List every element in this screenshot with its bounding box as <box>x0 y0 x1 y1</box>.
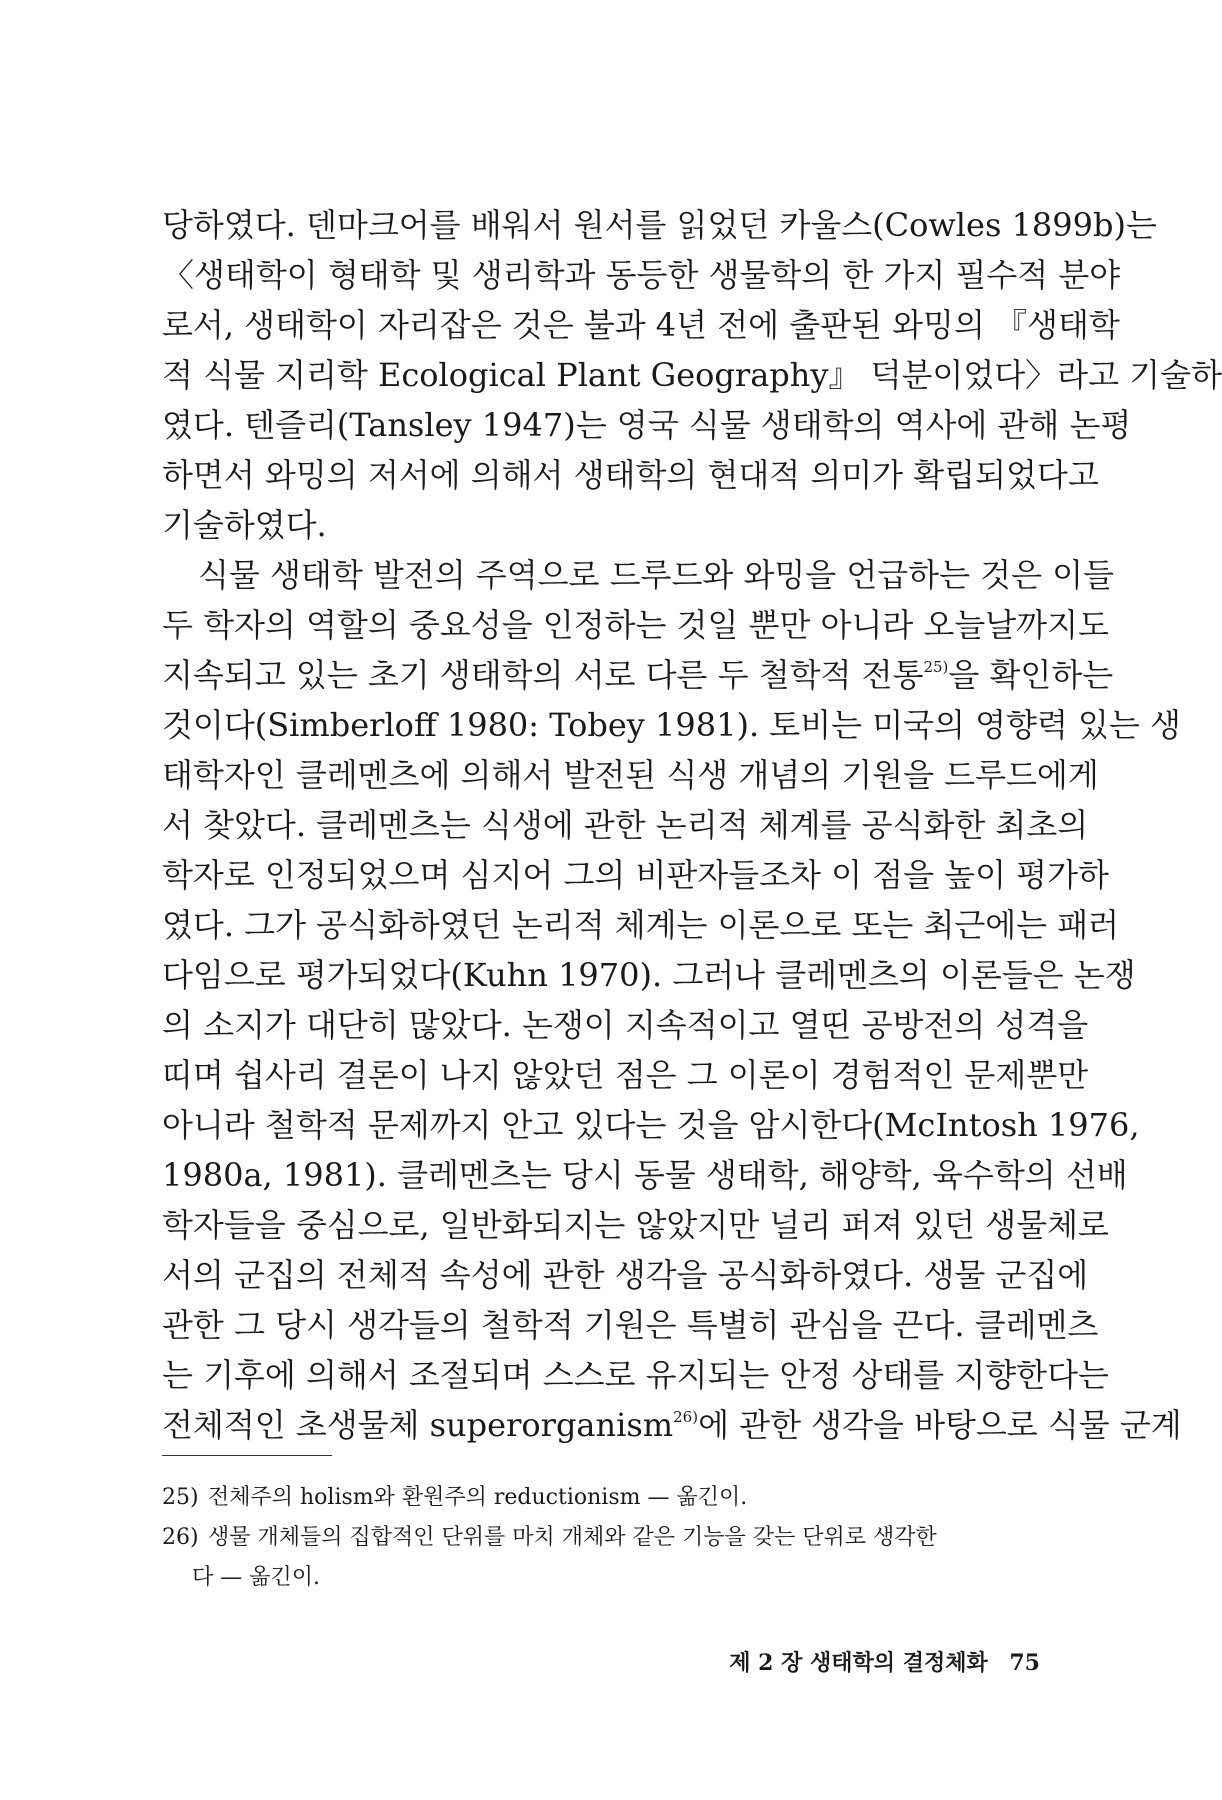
footnote-number: 25) <box>162 1485 199 1510</box>
chapter-title: 제 2 장 생태학의 결정체화 <box>729 1650 988 1676</box>
text-line: 아니라 철학적 문제까지 안고 있다는 것을 암시한다(McIntosh 1976, <box>162 1106 1140 1144</box>
text-line: 다임으로 평가되었다(Kuhn 1970). 그러나 클레멘츠의 이론들은 논쟁 <box>162 956 1136 994</box>
text-line: 당하였다. 덴마크어를 배워서 원서를 읽었던 카울스(Cowles 1899b)는 <box>162 206 1157 244</box>
running-footer <box>729 1648 1040 1678</box>
text-line: 식물 생태학 발전의 주역으로 드루드와 와밍을 언급하는 것은 이들 <box>198 556 1115 594</box>
text-line: 태학자인 클레멘츠에 의해서 발전된 식생 개념의 기원을 드루드에게 <box>162 756 1099 794</box>
text-line: 하면서 와밍의 저서에 의해서 생태학의 현대적 의미가 확립되었다고 <box>162 456 1099 494</box>
text-line: 적 식물 지리학 Ecological Plant Geography』 덕분이었다〉라고 기술하 <box>162 356 1222 394</box>
text-line: 의 소지가 대단히 많았다. 논쟁이 지속적이고 열띤 공방전의 성격을 <box>162 1006 1089 1044</box>
footnote-number: 26) <box>162 1525 199 1550</box>
footnote-divider <box>162 1455 332 1456</box>
footnote-25 <box>162 1478 1040 1518</box>
paragraph <box>162 200 1222 550</box>
text-line: 기술하였다. <box>162 506 327 544</box>
body-text <box>162 200 1222 1450</box>
text-line: 1980a, 1981). 클레멘츠는 당시 동물 생태학, 해양학, 육수학의 선배 <box>162 1156 1128 1194</box>
text-line: 관한 그 당시 생각들의 철학적 기원은 특별히 관심을 끈다. 클레멘츠 <box>162 1306 1099 1344</box>
text-line: 서의 군집의 전체적 속성에 관한 생각을 공식화하였다. 생물 군집에 <box>162 1256 1089 1294</box>
text-line: 로서, 생태학이 자리잡은 것은 불과 4년 전에 출판된 와밍의 『생태학 <box>162 306 1120 344</box>
text-line: 학자들을 중심으로, 일반화되지는 않았지만 널리 퍼져 있던 생물체로 <box>162 1206 1109 1244</box>
footnote-continuation: 다 — 옮긴이. <box>192 1565 320 1590</box>
text-line: 〈생태학이 형태학 및 생리학과 동등한 생물학의 한 가지 필수적 분야 <box>162 256 1121 294</box>
page-number: 75 <box>1009 1650 1040 1676</box>
footnote-marker: 25) <box>923 658 949 676</box>
text-line: 두 학자의 역할의 중요성을 인정하는 것일 뿐만 아니라 오늘날까지도 <box>162 606 1109 644</box>
footnote-text: 생물 개체들의 집합적인 단위를 마치 개체와 같은 기능을 갖는 단위로 생각한 <box>208 1525 937 1550</box>
footnote-marker: 26) <box>673 1408 699 1426</box>
text-line: 학자로 인정되었으며 심지어 그의 비판자들조차 이 점을 높이 평가하 <box>162 856 1109 894</box>
text-line: 였다. 그가 공식화하였던 논리적 체계는 이론으로 또는 최근에는 패러 <box>162 906 1120 944</box>
footnote-26 <box>162 1518 1040 1558</box>
footnotes <box>162 1478 1040 1598</box>
footnote-text: 전체주의 holism와 환원주의 reductionism — 옮긴이. <box>208 1485 748 1510</box>
text-line: 지속되고 있는 초기 생태학의 서로 다른 두 철학적 전통$^{25)}$을 확인하는 <box>162 656 1114 694</box>
text-line: 는 기후에 의해서 조절되며 스스로 유지되는 안정 상태를 지향한다는 <box>162 1356 1109 1394</box>
text-line: 였다. 텐즐리(Tansley 1947)는 영국 식물 생태학의 역사에 관해 논평 <box>162 406 1132 444</box>
text-line: 전체적인 초생물체 superorganism$^{26)}$에 관한 생각을 바탕으로 식물 군계 <box>162 1406 1182 1444</box>
text-line: 띠며 쉽사리 결론이 나지 않았던 점은 그 이론이 경험적인 문제뿐만 <box>162 1056 1089 1094</box>
text-line: 서 찾았다. 클레멘츠는 식생에 관한 논리적 체계를 공식화한 최초의 <box>162 806 1089 844</box>
paragraph <box>162 550 1182 1450</box>
text-line: 것이다(Simberloff 1980: Tobey 1981). 토비는 미국의 영향력 있는 생 <box>162 706 1181 744</box>
